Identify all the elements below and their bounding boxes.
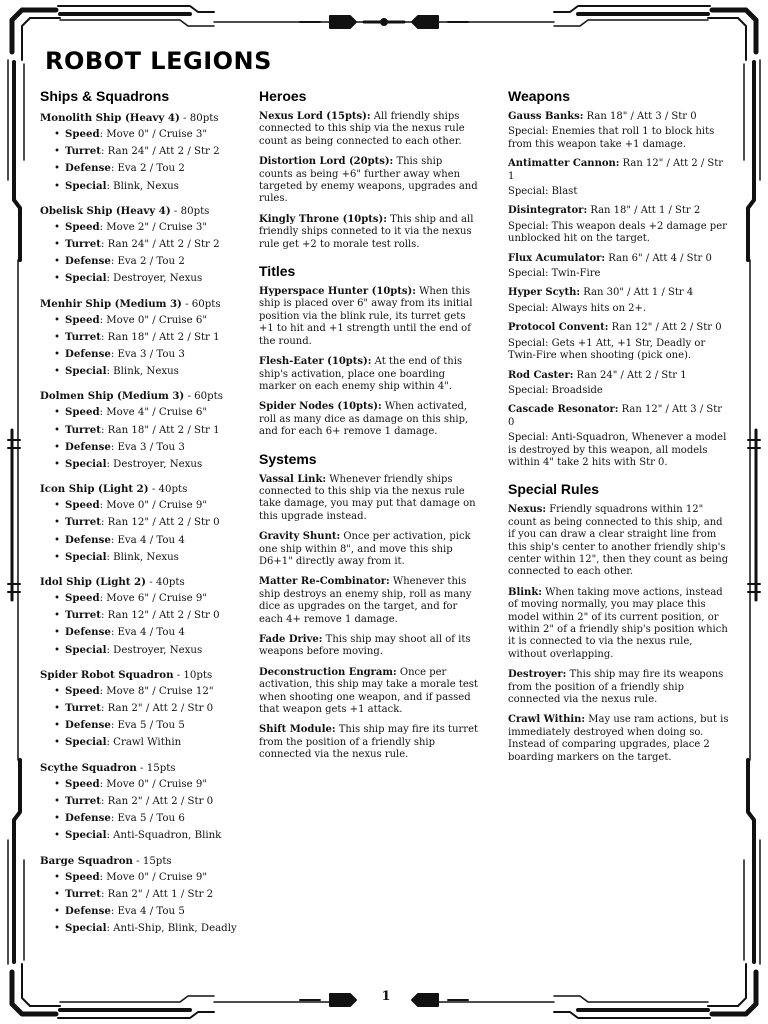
ship-stat-defense [54, 903, 245, 920]
ship-stat-speed [54, 590, 245, 607]
weapon-stats-line [508, 158, 730, 183]
stat-label: Speed [65, 592, 100, 605]
stat-value: : Eva 5 / Tou 6 [110, 813, 185, 825]
system-entry-text: Once per activation, pick one ship within 8", and move this ship D6+1" directly away from it. [259, 531, 471, 567]
ship-cost: - 80pts [170, 205, 210, 217]
stat-value: : Ran 18" / Att 2 / Str 1 [100, 424, 220, 436]
column-weapons-rules [508, 88, 730, 772]
ship-stat-special [54, 270, 245, 287]
ship-name: Idol Ship (Light 2) [40, 576, 146, 589]
ship-stat-turret [54, 700, 245, 717]
system-entry-text: This ship may fire its turret from the position of a friendly ship connected via the nexus rule. [259, 724, 479, 761]
stat-value: : Blink, Nexus [106, 180, 179, 192]
weapon-stats: Ran 12" / Att 3 / Str 0 [508, 404, 723, 428]
ship-stat-speed [54, 497, 245, 514]
stat-value: : Eva 3 / Tou 3 [110, 349, 185, 361]
stat-label: Turret [65, 145, 101, 158]
ship-stat-defense [54, 253, 245, 270]
system-entry-text: Whenever friendly ships connected to this ship via the nexus rule take damage, you may put that damage on this upgrade instead. [259, 473, 476, 522]
ship-stat-special [54, 178, 245, 195]
stat-label: Speed [65, 777, 100, 790]
ship-name: Dolmen Ship (Medium 3) [40, 390, 185, 403]
stat-label: Defense [65, 904, 111, 917]
ship-stats [40, 869, 245, 938]
stat-label: Defense [65, 348, 111, 361]
stat-value: : Ran 12" / Att 2 / Str 0 [100, 610, 220, 622]
ship-entry [40, 389, 245, 473]
hero-entry [259, 111, 479, 148]
hero-entry-name: Nexus Lord (15pts): [259, 111, 371, 122]
weapon-special: Special: This weapon deals +2 damage per unblocked hit on the target. [508, 220, 727, 245]
ship-header [40, 854, 245, 869]
ship-stat-speed [54, 776, 245, 793]
weapon-special: Special: Twin-Fire [508, 268, 601, 280]
rule-entry-text: Friendly squadrons within 12" count as being connected to this ship, and if you can draw a clear straight line from this ship's center to another friendly ship's center within 12", then they count as being connected to each other. [508, 504, 729, 578]
weapon-name: Flux Acumulator: [508, 252, 606, 264]
hero-entry-name: Distortion Lord (20pts): [259, 156, 394, 168]
stat-value: : Ran 2" / Att 2 / Str 0 [100, 703, 214, 715]
stat-label: Special [65, 643, 107, 656]
column-upgrades [259, 88, 479, 770]
system-entry-text: Once per activation, this ship may take a morale test when shooting one weapon, and if passed that weapon gets +1 attack. [259, 666, 478, 716]
stat-value: : Ran 24" / Att 2 / Str 2 [100, 239, 220, 251]
rule-entry [508, 669, 730, 706]
titles-list [259, 286, 479, 438]
ship-cost: - 15pts [136, 762, 176, 774]
ship-stats [40, 590, 245, 659]
stat-value: : Move 0" / Cruise 9" [99, 871, 208, 883]
stat-value: : Blink, Nexus [106, 551, 179, 563]
stat-value: : Move 0" / Cruise 6" [99, 314, 208, 326]
stat-label: Turret [65, 330, 101, 343]
ship-entry [40, 575, 245, 659]
ship-stat-speed [54, 869, 245, 886]
hero-entry-text: All friendly ships connected to this ship via the nexus rule count as being connected to each other. [259, 111, 465, 147]
weapon-stats-line [508, 111, 730, 123]
stat-value: : Eva 2 / Tou 2 [110, 163, 185, 175]
ship-stat-defense [54, 160, 245, 177]
ship-stat-defense [54, 624, 245, 641]
ship-stat-special [54, 456, 245, 473]
title-entry-name: Hyperspace Hunter (10pts): [259, 286, 416, 298]
ship-entry [40, 668, 245, 752]
system-entry [259, 724, 479, 761]
system-entry [259, 474, 479, 524]
ship-name: Barge Squadron [40, 854, 133, 867]
stat-value: : Move 2" / Cruise 3" [99, 221, 208, 233]
stat-label: Special [65, 829, 107, 842]
stat-value: : Move 0" / Cruise 9" [99, 778, 208, 790]
stat-label: Special [65, 922, 107, 935]
title-entry [259, 401, 479, 438]
title-entry [259, 286, 479, 348]
stat-value: : Ran 2" / Att 2 / Str 0 [100, 795, 214, 807]
hero-entry-text: This ship counts as being +6" further away when targeted by enemy weapons, upgrades and rules. [259, 156, 478, 205]
weapon-stats: Ran 12" / Att 2 / Str 0 [608, 322, 722, 334]
ship-stat-speed [54, 126, 245, 143]
section-heading-titles: Titles [259, 263, 296, 280]
stat-value: : Eva 5 / Tou 5 [110, 720, 185, 732]
stat-label: Defense [65, 162, 111, 175]
weapon-name: Cascade Resonator: [508, 404, 619, 416]
stat-label: Turret [65, 423, 101, 436]
column-ships [40, 88, 245, 946]
ship-stats [40, 683, 245, 752]
ship-header [40, 482, 245, 497]
stat-value: : Move 0" / Cruise 9" [99, 500, 208, 512]
ship-cost: - 60pts [184, 391, 223, 403]
ship-stat-speed [54, 683, 245, 700]
ship-stat-turret [54, 607, 245, 624]
weapon-stats-line [508, 287, 730, 299]
stat-label: Special [65, 365, 107, 378]
weapon-entry [508, 205, 730, 245]
stat-label: Speed [65, 684, 100, 697]
weapon-special: Special: Gets +1 Att, +1 Str, Deadly or Twin-Fire when shooting (pick one). [508, 337, 706, 362]
system-entry-text: Whenever this ship destroys an enemy ship, roll as many dice as upgrades on the target, and for each 4+ remove 1 damage. [259, 576, 472, 625]
ship-stats [40, 776, 245, 845]
weapon-entry [508, 158, 730, 198]
special-rules-list [508, 504, 730, 764]
title-entry-text: When this ship is placed over 6" away from its initial position via the blink rule, its turret gets +1 to hit and +1 strength until the end of the round. [259, 286, 473, 347]
stat-value: : Eva 2 / Tou 2 [110, 256, 185, 268]
page-number: 1 [381, 989, 391, 1004]
weapon-entry [508, 322, 730, 362]
weapon-special: Special: Always hits on 2+. [508, 302, 647, 314]
system-entry-name: Shift Module: [259, 724, 336, 736]
ship-stat-turret [54, 236, 245, 253]
ship-header [40, 761, 245, 776]
rule-entry [508, 504, 730, 578]
ship-header [40, 668, 245, 683]
system-entry [259, 576, 479, 626]
stat-label: Speed [65, 870, 100, 883]
weapon-entry [508, 111, 730, 151]
stat-label: Turret [65, 238, 101, 251]
ship-header [40, 389, 245, 404]
title-entry-text: At the end of this ship's activation, place one boarding marker on each enemy ship within 4". [259, 356, 463, 392]
stat-label: Turret [65, 609, 101, 622]
heroes-list [259, 111, 479, 251]
weapon-stats: Ran 6" / Att 4 / Str 0 [605, 252, 712, 264]
section-heading-heroes: Heroes [259, 88, 307, 104]
system-entry [259, 531, 479, 568]
ship-entry [40, 482, 245, 566]
ship-stat-turret [54, 793, 245, 810]
corner-ornament-bottom-right [554, 760, 760, 1018]
system-entry-name: Vassal Link: [259, 473, 327, 485]
ships-list [40, 111, 245, 937]
stat-label: Defense [65, 255, 111, 268]
ship-stats [40, 404, 245, 473]
weapon-special: Special: Anti-Squadron, Whenever a model is destroyed by this weapon, all models within 4" take 2 hits with Str 0. [508, 432, 727, 468]
systems-list [259, 474, 479, 762]
weapon-name: Gauss Banks: [508, 111, 584, 122]
stat-label: Speed [65, 220, 100, 233]
weapon-stats: Ran 24" / Att 2 / Str 1 [573, 369, 687, 381]
stat-value: : Eva 4 / Tou 4 [110, 627, 185, 639]
stat-label: Special [65, 458, 107, 471]
ship-entry [40, 111, 245, 195]
stat-value: : Move 8" / Cruise 12" [99, 685, 214, 697]
section-heading-systems: Systems [259, 450, 317, 467]
rule-entry [508, 587, 730, 661]
ship-name: Obelisk Ship (Heavy 4) [40, 204, 171, 217]
stat-label: Turret [65, 794, 101, 807]
weapon-stats: Ran 18" / Att 3 / Str 0 [583, 111, 697, 122]
stat-label: Special [65, 272, 107, 285]
stat-value: : Destroyer, Nexus [106, 459, 203, 471]
ship-stat-defense [54, 532, 245, 549]
hero-entry [259, 214, 479, 251]
ship-entry [40, 297, 245, 381]
ship-stats [40, 126, 245, 195]
weapon-stats: Ran 12" / Att 2 / Str 1 [508, 158, 724, 182]
ship-name: Menhir Ship (Medium 3) [40, 297, 182, 310]
system-entry [259, 667, 479, 717]
ship-name: Monolith Ship (Heavy 4) [40, 112, 180, 124]
stat-value: : Move 4" / Cruise 6" [99, 407, 208, 419]
ship-stat-turret [54, 514, 245, 531]
weapon-name: Hyper Scyth: [508, 287, 581, 299]
ship-stat-turret [54, 143, 245, 160]
ship-header [40, 111, 245, 126]
ship-name: Scythe Squadron [40, 761, 137, 774]
stat-label: Turret [65, 887, 101, 900]
stat-label: Defense [65, 533, 111, 546]
weapon-name: Protocol Convent: [508, 322, 609, 334]
ship-cost: - 80pts [179, 113, 219, 124]
rule-entry-text: When taking move actions, instead of moving normally, you may place this model within 2" of its current position, or within 2" of a friendly ship's position which it is connected to via the nexus rule, without overlapping. [508, 586, 728, 660]
stat-label: Special [65, 179, 107, 192]
weapon-stats: Ran 18" / Att 1 / Str 2 [587, 205, 701, 217]
weapon-entry [508, 370, 730, 398]
rule-entry-name: Destroyer: [508, 669, 567, 681]
ship-stat-defense [54, 439, 245, 456]
system-entry [259, 634, 479, 659]
ship-stats [40, 219, 245, 288]
rule-entry-text: May use ram actions, but is immediately destroyed when doing so. Instead of comparing upgrades, place 2 boarding markers on the target. [508, 714, 729, 763]
stat-value: : Anti-Ship, Blink, Deadly [106, 923, 237, 935]
weapon-stats-line [508, 322, 730, 334]
hero-entry-text: This ship and all friendly ships conneted to it via the nexus rule get +2 to morale test rolls. [259, 213, 474, 250]
title-entry [259, 356, 479, 393]
system-entry-name: Deconstruction Engram: [259, 666, 397, 678]
ship-cost: - 60pts [181, 298, 221, 310]
weapon-stats-line [508, 253, 730, 265]
stat-value: : Anti-Squadron, Blink [106, 830, 222, 842]
weapon-special: Special: Enemies that roll 1 to block hits from this weapon take +1 damage. [508, 126, 715, 150]
section-heading-ships: Ships & Squadrons [40, 88, 170, 104]
ship-stat-turret [54, 422, 245, 439]
stat-value: : Destroyer, Nexus [106, 644, 203, 656]
ship-stat-speed [54, 404, 245, 421]
weapon-stats-line [508, 205, 730, 217]
ship-cost: - 40pts [145, 577, 185, 589]
weapon-special: Special: Broadside [508, 384, 603, 396]
ship-stat-special [54, 642, 245, 659]
ship-name: Icon Ship (Light 2) [40, 483, 149, 496]
ship-stat-special [54, 920, 245, 937]
title-entry-name: Spider Nodes (10pts): [259, 401, 382, 413]
ship-stat-special [54, 734, 245, 751]
section-heading-weapons: Weapons [508, 88, 570, 104]
rule-entry-text: This ship may fire its weapons from the position of a friendly ship connected via the nexus rule. [508, 669, 724, 706]
ship-stat-special [54, 827, 245, 844]
ship-header [40, 204, 245, 219]
ship-stat-speed [54, 312, 245, 329]
title-entry-name: Flesh-Eater (10pts): [259, 356, 372, 368]
stat-label: Defense [65, 440, 111, 453]
weapon-entry [508, 287, 730, 315]
stat-label: Speed [65, 128, 100, 140]
ship-stats [40, 312, 245, 381]
ship-stat-defense [54, 717, 245, 734]
ship-stats [40, 497, 245, 566]
stat-value: : Ran 18" / Att 2 / Str 1 [100, 331, 220, 343]
stat-label: Special [65, 736, 107, 749]
rule-entry-name: Crawl Within: [508, 714, 586, 726]
system-entry-name: Fade Drive: [259, 634, 323, 645]
section-heading-special-rules: Special Rules [508, 481, 600, 498]
ship-cost: - 40pts [148, 484, 188, 496]
weapon-stats-line [508, 370, 730, 382]
stat-value: : Eva 3 / Tou 3 [110, 441, 185, 453]
ship-entry [40, 204, 245, 288]
hero-entry [259, 156, 479, 206]
weapon-name: Disintegrator: [508, 205, 588, 217]
weapon-entry [508, 253, 730, 281]
weapon-name: Rod Caster: [508, 369, 574, 381]
title-entry-text: When activated, roll as many dice as damage on this ship, and for each 6+ remove 1 damage. [259, 401, 469, 438]
stat-label: Turret [65, 702, 101, 715]
ship-entry [40, 854, 245, 938]
stat-value: : Blink, Nexus [106, 366, 179, 378]
ship-stat-speed [54, 219, 245, 236]
stat-value: : Crawl Within [106, 737, 182, 749]
weapon-stats-line [508, 404, 730, 429]
stat-label: Speed [65, 406, 100, 419]
stat-label: Speed [65, 499, 100, 512]
stat-value: : Ran 24" / Att 2 / Str 2 [100, 146, 220, 158]
ship-header [40, 297, 245, 312]
stat-label: Turret [65, 516, 101, 529]
system-entry-name: Gravity Shunt: [259, 531, 341, 543]
weapon-stats: Ran 30" / Att 1 / Str 4 [580, 287, 694, 299]
ship-name: Spider Robot Squadron [40, 668, 174, 681]
hero-entry-name: Kingly Throne (10pts): [259, 213, 387, 225]
ship-cost: - 10pts [173, 669, 213, 681]
stat-label: Speed [65, 313, 100, 326]
ship-stat-turret [54, 886, 245, 903]
stat-value: : Ran 12" / Att 2 / Str 0 [100, 517, 220, 529]
ship-stat-defense [54, 346, 245, 363]
system-entry-text: This ship may shoot all of its weapons before moving. [259, 634, 471, 658]
stat-value: : Eva 4 / Tou 4 [110, 534, 185, 546]
stat-value: : Eva 4 / Tou 5 [110, 905, 185, 917]
rule-entry [508, 714, 730, 764]
stat-value: : Destroyer, Nexus [106, 273, 203, 285]
system-entry-name: Matter Re-Combinator: [259, 576, 390, 588]
stat-label: Special [65, 550, 107, 563]
stat-label: Defense [65, 626, 111, 639]
ship-cost: - 15pts [132, 855, 172, 867]
ship-stat-special [54, 549, 245, 566]
ship-header [40, 575, 245, 590]
rule-entry-name: Nexus: [508, 504, 547, 516]
ship-stat-special [54, 363, 245, 380]
weapon-name: Antimatter Cannon: [508, 158, 620, 170]
stat-label: Defense [65, 812, 111, 825]
rule-entry-name: Blink: [508, 586, 542, 598]
ship-stat-defense [54, 810, 245, 827]
page-title: ROBOT LEGIONS [45, 47, 272, 75]
stat-value: : Move 6" / Cruise 9" [99, 593, 208, 605]
weapon-entry [508, 404, 730, 469]
weapon-special: Special: Blast [508, 186, 578, 198]
stat-value: : Ran 2" / Att 1 / Str 2 [100, 888, 214, 900]
ship-stat-turret [54, 329, 245, 346]
ship-entry [40, 761, 245, 845]
stat-value: : Move 0" / Cruise 3" [99, 129, 208, 140]
stat-label: Defense [65, 719, 111, 732]
weapons-list [508, 111, 730, 469]
